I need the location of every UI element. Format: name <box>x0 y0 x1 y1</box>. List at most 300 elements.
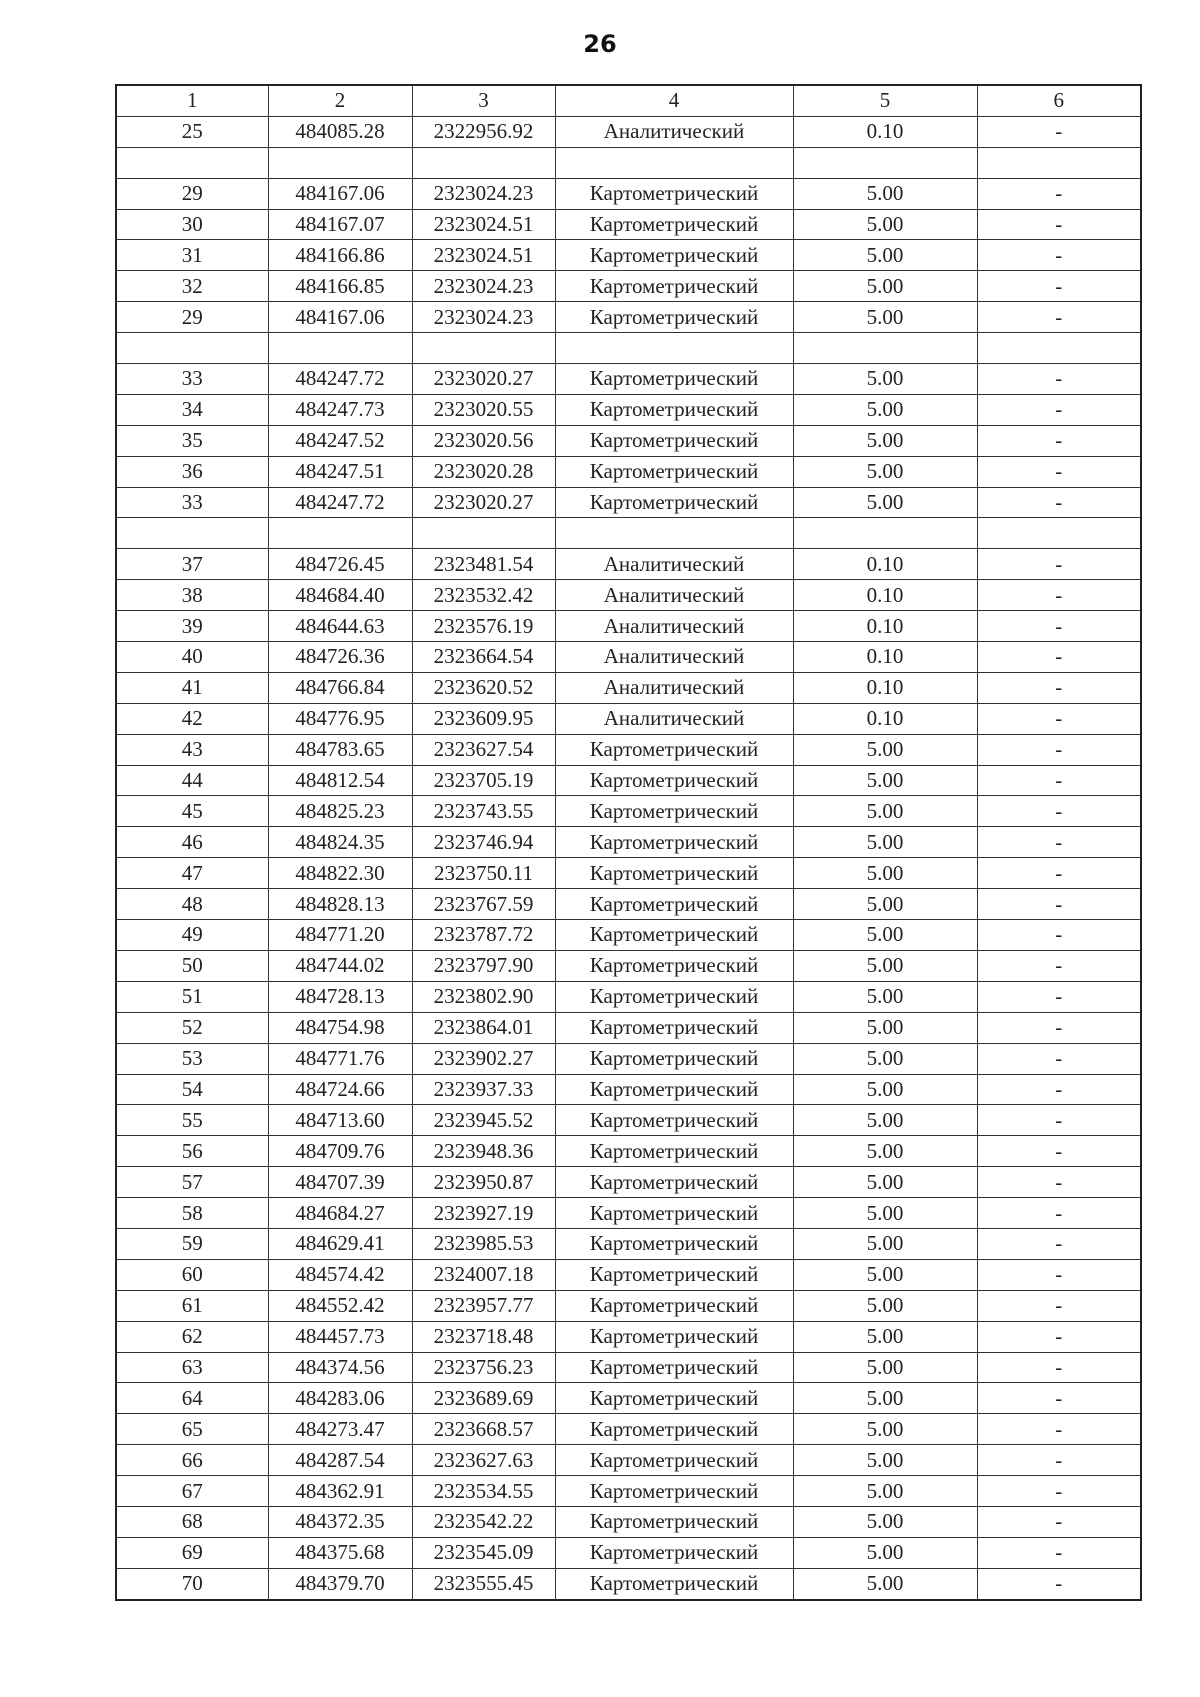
table-cell: - <box>977 302 1141 333</box>
table-cell <box>555 333 793 364</box>
table-cell: 60 <box>116 1259 268 1290</box>
table-row <box>116 889 1141 920</box>
table-cell: Картометрический <box>555 1167 793 1198</box>
table-cell: 44 <box>116 765 268 796</box>
table-cell: - <box>977 1043 1141 1074</box>
table-cell: 2324007.18 <box>412 1259 555 1290</box>
table-cell: 2323985.53 <box>412 1228 555 1259</box>
table-cell: 5.00 <box>793 364 977 395</box>
table-cell: 484457.73 <box>268 1321 412 1352</box>
table-cell: - <box>977 116 1141 147</box>
table-cell: 2323620.52 <box>412 672 555 703</box>
table-cell <box>268 147 412 178</box>
table-cell: 2323534.55 <box>412 1476 555 1507</box>
table-cell: Картометрический <box>555 827 793 858</box>
table-cell: 49 <box>116 920 268 951</box>
table-cell: 2323481.54 <box>412 549 555 580</box>
table-cell: Картометрический <box>555 920 793 951</box>
table-cell: 2323555.45 <box>412 1568 555 1599</box>
table-cell: 67 <box>116 1476 268 1507</box>
table-cell: 2323609.95 <box>412 703 555 734</box>
table-cell: 43 <box>116 734 268 765</box>
table-row <box>116 1228 1141 1259</box>
table-cell: Картометрический <box>555 1012 793 1043</box>
table-cell: 2323705.19 <box>412 765 555 796</box>
table-cell: 5.00 <box>793 1506 977 1537</box>
table-cell: Картометрический <box>555 456 793 487</box>
table-cell: 5.00 <box>793 271 977 302</box>
table-cell <box>977 147 1141 178</box>
table-cell: Картометрический <box>555 425 793 456</box>
table-cell: 58 <box>116 1198 268 1229</box>
table-cell: 5.00 <box>793 1352 977 1383</box>
table-cell: 5.00 <box>793 734 977 765</box>
table-cell: - <box>977 1568 1141 1599</box>
table-cell: 2323718.48 <box>412 1321 555 1352</box>
table-cell: Картометрический <box>555 1321 793 1352</box>
table-cell: 41 <box>116 672 268 703</box>
table-cell: - <box>977 1321 1141 1352</box>
table-cell: 5.00 <box>793 1043 977 1074</box>
table-cell: Картометрический <box>555 1228 793 1259</box>
table-cell: 5.00 <box>793 1105 977 1136</box>
table-cell: 46 <box>116 827 268 858</box>
table-cell: Картометрический <box>555 209 793 240</box>
table-cell: - <box>977 580 1141 611</box>
table-body <box>116 116 1141 1599</box>
table-cell: 484713.60 <box>268 1105 412 1136</box>
table-cell: 0.10 <box>793 116 977 147</box>
table-cell <box>793 147 977 178</box>
table-cell: 2323545.09 <box>412 1537 555 1568</box>
table-cell: 2323927.19 <box>412 1198 555 1229</box>
table-cell: 5.00 <box>793 209 977 240</box>
table-row <box>116 796 1141 827</box>
table-cell: 50 <box>116 950 268 981</box>
table-cell: 2323950.87 <box>412 1167 555 1198</box>
table-cell: 484644.63 <box>268 611 412 642</box>
table-cell: 2322956.92 <box>412 116 555 147</box>
table-row <box>116 518 1141 549</box>
table-cell: 62 <box>116 1321 268 1352</box>
table-cell: 2323746.94 <box>412 827 555 858</box>
table-cell: 40 <box>116 642 268 673</box>
table-cell: 2323668.57 <box>412 1414 555 1445</box>
table-cell: 484776.95 <box>268 703 412 734</box>
table-cell <box>412 147 555 178</box>
table-cell <box>116 333 268 364</box>
table-cell: 5.00 <box>793 425 977 456</box>
table-cell: 5.00 <box>793 1198 977 1229</box>
table-cell: - <box>977 827 1141 858</box>
table-cell: 33 <box>116 364 268 395</box>
table-cell: - <box>977 611 1141 642</box>
table-cell: Аналитический <box>555 580 793 611</box>
table-cell: Картометрический <box>555 1476 793 1507</box>
table-cell: 484724.66 <box>268 1074 412 1105</box>
table-cell: 5.00 <box>793 1414 977 1445</box>
table-cell: 5.00 <box>793 1136 977 1167</box>
table-cell: 484822.30 <box>268 858 412 889</box>
table-row <box>116 920 1141 951</box>
table-cell: 2323020.55 <box>412 394 555 425</box>
table-cell: 55 <box>116 1105 268 1136</box>
table-cell: - <box>977 1198 1141 1229</box>
table-cell: 29 <box>116 302 268 333</box>
table-cell: 2323797.90 <box>412 950 555 981</box>
table-row <box>116 1321 1141 1352</box>
table-cell: - <box>977 1537 1141 1568</box>
table-cell: 2323945.52 <box>412 1105 555 1136</box>
table-cell: - <box>977 1290 1141 1321</box>
table-cell: 5.00 <box>793 1445 977 1476</box>
table-cell: 5.00 <box>793 394 977 425</box>
table-cell: - <box>977 1414 1141 1445</box>
table-cell: 5.00 <box>793 765 977 796</box>
table-cell: 5.00 <box>793 1012 977 1043</box>
table-cell: 2323948.36 <box>412 1136 555 1167</box>
table-cell: 30 <box>116 209 268 240</box>
table-cell: - <box>977 1136 1141 1167</box>
table-cell: 5.00 <box>793 1383 977 1414</box>
table-row <box>116 240 1141 271</box>
table-cell: 5.00 <box>793 827 977 858</box>
table-cell: Картометрический <box>555 271 793 302</box>
table-cell: 484287.54 <box>268 1445 412 1476</box>
table-cell: 484707.39 <box>268 1167 412 1198</box>
table-cell: - <box>977 209 1141 240</box>
table-cell: 5.00 <box>793 1290 977 1321</box>
table-cell: 2323020.28 <box>412 456 555 487</box>
table-cell: 484824.35 <box>268 827 412 858</box>
table-cell: 57 <box>116 1167 268 1198</box>
table-cell: 484552.42 <box>268 1290 412 1321</box>
table-cell: 484247.73 <box>268 394 412 425</box>
table-row <box>116 456 1141 487</box>
table-cell: 484372.35 <box>268 1506 412 1537</box>
table-cell: - <box>977 858 1141 889</box>
table-row <box>116 1105 1141 1136</box>
table-row <box>116 271 1141 302</box>
table-cell: Картометрический <box>555 302 793 333</box>
table-cell: 5.00 <box>793 1568 977 1599</box>
table-cell: Картометрический <box>555 487 793 518</box>
table-cell: 63 <box>116 1352 268 1383</box>
table-cell: 39 <box>116 611 268 642</box>
table-row <box>116 1506 1141 1537</box>
table-cell: 29 <box>116 178 268 209</box>
table-cell: Картометрический <box>555 364 793 395</box>
table-cell: Картометрический <box>555 734 793 765</box>
table-cell: Картометрический <box>555 765 793 796</box>
table-cell: - <box>977 1167 1141 1198</box>
table-cell: 484812.54 <box>268 765 412 796</box>
table-cell: 2323802.90 <box>412 981 555 1012</box>
table-cell: 5.00 <box>793 796 977 827</box>
table-cell: - <box>977 487 1141 518</box>
table-cell: 5.00 <box>793 456 977 487</box>
table-cell: 484247.51 <box>268 456 412 487</box>
table-row <box>116 1136 1141 1167</box>
table-row <box>116 364 1141 395</box>
table-cell: Картометрический <box>555 240 793 271</box>
table-row <box>116 703 1141 734</box>
table-cell: 53 <box>116 1043 268 1074</box>
table-cell: 484374.56 <box>268 1352 412 1383</box>
column-header: 6 <box>977 85 1141 116</box>
table-cell: 64 <box>116 1383 268 1414</box>
table-cell: 484283.06 <box>268 1383 412 1414</box>
table-cell: Картометрический <box>555 1136 793 1167</box>
column-header: 3 <box>412 85 555 116</box>
table-row <box>116 209 1141 240</box>
table-cell: Картометрический <box>555 1445 793 1476</box>
table-cell: 5.00 <box>793 1476 977 1507</box>
table-cell: 34 <box>116 394 268 425</box>
table-cell: 484783.65 <box>268 734 412 765</box>
table-row <box>116 1167 1141 1198</box>
table-cell: 2323024.51 <box>412 209 555 240</box>
table-row <box>116 1074 1141 1105</box>
table-cell: 484828.13 <box>268 889 412 920</box>
table-cell: 36 <box>116 456 268 487</box>
table-cell: 5.00 <box>793 1537 977 1568</box>
table-cell: Картометрический <box>555 1537 793 1568</box>
table-cell: 484375.68 <box>268 1537 412 1568</box>
table-cell: - <box>977 672 1141 703</box>
table-row <box>116 487 1141 518</box>
table-cell <box>116 518 268 549</box>
table-cell: 484726.45 <box>268 549 412 580</box>
table-cell: 42 <box>116 703 268 734</box>
table-cell: 484684.27 <box>268 1198 412 1229</box>
table-header-row <box>116 85 1141 116</box>
table-cell: - <box>977 1259 1141 1290</box>
table-cell: - <box>977 549 1141 580</box>
table-cell: 32 <box>116 271 268 302</box>
table-cell: Картометрический <box>555 889 793 920</box>
table-cell: 59 <box>116 1228 268 1259</box>
column-header: 5 <box>793 85 977 116</box>
table-cell <box>268 518 412 549</box>
table-row <box>116 950 1141 981</box>
table-cell: - <box>977 1476 1141 1507</box>
table-cell: Картометрический <box>555 178 793 209</box>
table-cell: 2323767.59 <box>412 889 555 920</box>
table-cell: 484247.52 <box>268 425 412 456</box>
table-cell: Картометрический <box>555 1259 793 1290</box>
table-cell: 484273.47 <box>268 1414 412 1445</box>
table-cell: - <box>977 1445 1141 1476</box>
table-cell: - <box>977 734 1141 765</box>
table-cell: 69 <box>116 1537 268 1568</box>
table-row <box>116 394 1141 425</box>
table-row <box>116 1476 1141 1507</box>
table-cell <box>977 333 1141 364</box>
table-cell <box>412 333 555 364</box>
table-row <box>116 178 1141 209</box>
table-cell: 5.00 <box>793 981 977 1012</box>
table-cell: - <box>977 425 1141 456</box>
column-header: 1 <box>116 85 268 116</box>
table-cell: 61 <box>116 1290 268 1321</box>
table-cell: Аналитический <box>555 611 793 642</box>
table-cell: - <box>977 950 1141 981</box>
table-cell: 484166.85 <box>268 271 412 302</box>
table-cell: - <box>977 1012 1141 1043</box>
table-cell: 38 <box>116 580 268 611</box>
table-cell: - <box>977 271 1141 302</box>
table-cell: 51 <box>116 981 268 1012</box>
table-cell: Картометрический <box>555 796 793 827</box>
column-header: 4 <box>555 85 793 116</box>
table-cell: - <box>977 981 1141 1012</box>
table-cell: 5.00 <box>793 1321 977 1352</box>
table-cell: Картометрический <box>555 1105 793 1136</box>
table-row <box>116 302 1141 333</box>
table-cell: - <box>977 178 1141 209</box>
table-cell: 37 <box>116 549 268 580</box>
table-cell: 5.00 <box>793 302 977 333</box>
table-cell: 484167.07 <box>268 209 412 240</box>
table-cell: 2323743.55 <box>412 796 555 827</box>
table-cell: 484574.42 <box>268 1259 412 1290</box>
table-cell: 2323957.77 <box>412 1290 555 1321</box>
table-cell: 484726.36 <box>268 642 412 673</box>
table-cell: 5.00 <box>793 1074 977 1105</box>
table-cell: 48 <box>116 889 268 920</box>
table-cell: Аналитический <box>555 116 793 147</box>
table-cell <box>977 518 1141 549</box>
table-cell: Картометрический <box>555 1198 793 1229</box>
table-cell: - <box>977 1352 1141 1383</box>
table-row <box>116 1198 1141 1229</box>
table-row <box>116 642 1141 673</box>
table-cell: 2323020.27 <box>412 487 555 518</box>
table-cell: Картометрический <box>555 1043 793 1074</box>
table-cell: Картометрический <box>555 1352 793 1383</box>
table-cell: - <box>977 364 1141 395</box>
table-cell: 0.10 <box>793 580 977 611</box>
table-cell: 484362.91 <box>268 1476 412 1507</box>
table-row <box>116 333 1141 364</box>
table-row <box>116 1383 1141 1414</box>
table-row <box>116 827 1141 858</box>
table-cell: - <box>977 703 1141 734</box>
table-cell <box>116 147 268 178</box>
coordinates-table <box>115 84 1142 1601</box>
table-cell: 2323020.27 <box>412 364 555 395</box>
table-cell: 66 <box>116 1445 268 1476</box>
table-cell: 52 <box>116 1012 268 1043</box>
table-cell: Картометрический <box>555 394 793 425</box>
table-cell: 2323689.69 <box>412 1383 555 1414</box>
table-cell: 2323020.56 <box>412 425 555 456</box>
table-cell: - <box>977 889 1141 920</box>
table-cell <box>555 518 793 549</box>
table-row <box>116 1290 1141 1321</box>
table-row <box>116 1352 1141 1383</box>
table-cell: 484754.98 <box>268 1012 412 1043</box>
table-cell: 5.00 <box>793 858 977 889</box>
table-cell: 2323937.33 <box>412 1074 555 1105</box>
table-cell: Картометрический <box>555 1568 793 1599</box>
table-cell: 484166.86 <box>268 240 412 271</box>
table-cell: 484766.84 <box>268 672 412 703</box>
table-cell: 484247.72 <box>268 487 412 518</box>
table-cell: - <box>977 1228 1141 1259</box>
table-cell: 484167.06 <box>268 178 412 209</box>
table-cell: 484728.13 <box>268 981 412 1012</box>
table-cell: 5.00 <box>793 487 977 518</box>
table-cell: - <box>977 642 1141 673</box>
table-cell: 2323864.01 <box>412 1012 555 1043</box>
column-header: 2 <box>268 85 412 116</box>
table-cell: 2323664.54 <box>412 642 555 673</box>
table-cell: 2323756.23 <box>412 1352 555 1383</box>
table-cell: Аналитический <box>555 672 793 703</box>
table-cell <box>268 333 412 364</box>
table-cell: 0.10 <box>793 549 977 580</box>
table-cell: 2323024.23 <box>412 271 555 302</box>
table-cell: 5.00 <box>793 1259 977 1290</box>
table-cell <box>793 333 977 364</box>
table-cell: 2323024.51 <box>412 240 555 271</box>
table-cell: Аналитический <box>555 642 793 673</box>
table-cell: 484771.20 <box>268 920 412 951</box>
table-cell: Аналитический <box>555 703 793 734</box>
table-row <box>116 580 1141 611</box>
table-cell: 5.00 <box>793 240 977 271</box>
table-cell <box>555 147 793 178</box>
table-cell: Картометрический <box>555 858 793 889</box>
table-cell: Картометрический <box>555 1074 793 1105</box>
table-cell: Картометрический <box>555 1506 793 1537</box>
table-cell: 484744.02 <box>268 950 412 981</box>
table-cell: 70 <box>116 1568 268 1599</box>
table-cell: 35 <box>116 425 268 456</box>
table-cell: 2323542.22 <box>412 1506 555 1537</box>
table-cell: - <box>977 1105 1141 1136</box>
table-cell: 484709.76 <box>268 1136 412 1167</box>
table-cell: - <box>977 1506 1141 1537</box>
table-cell: 2323024.23 <box>412 302 555 333</box>
table-cell: Картометрический <box>555 1290 793 1321</box>
table-cell: 5.00 <box>793 920 977 951</box>
table-row <box>116 765 1141 796</box>
table-cell: 2323024.23 <box>412 178 555 209</box>
table-cell: 2323532.42 <box>412 580 555 611</box>
table-row <box>116 1043 1141 1074</box>
table-cell: 484085.28 <box>268 116 412 147</box>
table-cell: - <box>977 920 1141 951</box>
table-cell: 484771.76 <box>268 1043 412 1074</box>
table-cell: - <box>977 240 1141 271</box>
table-cell: Аналитический <box>555 549 793 580</box>
table-cell: 56 <box>116 1136 268 1167</box>
table-cell: 2323627.63 <box>412 1445 555 1476</box>
table-cell <box>412 518 555 549</box>
table-cell: 5.00 <box>793 1167 977 1198</box>
table-cell: - <box>977 796 1141 827</box>
table-cell: 2323750.11 <box>412 858 555 889</box>
table-row <box>116 1537 1141 1568</box>
table-row <box>116 734 1141 765</box>
table-cell: 65 <box>116 1414 268 1445</box>
table-cell: 31 <box>116 240 268 271</box>
table-row <box>116 1445 1141 1476</box>
page-number: 26 <box>583 30 617 58</box>
